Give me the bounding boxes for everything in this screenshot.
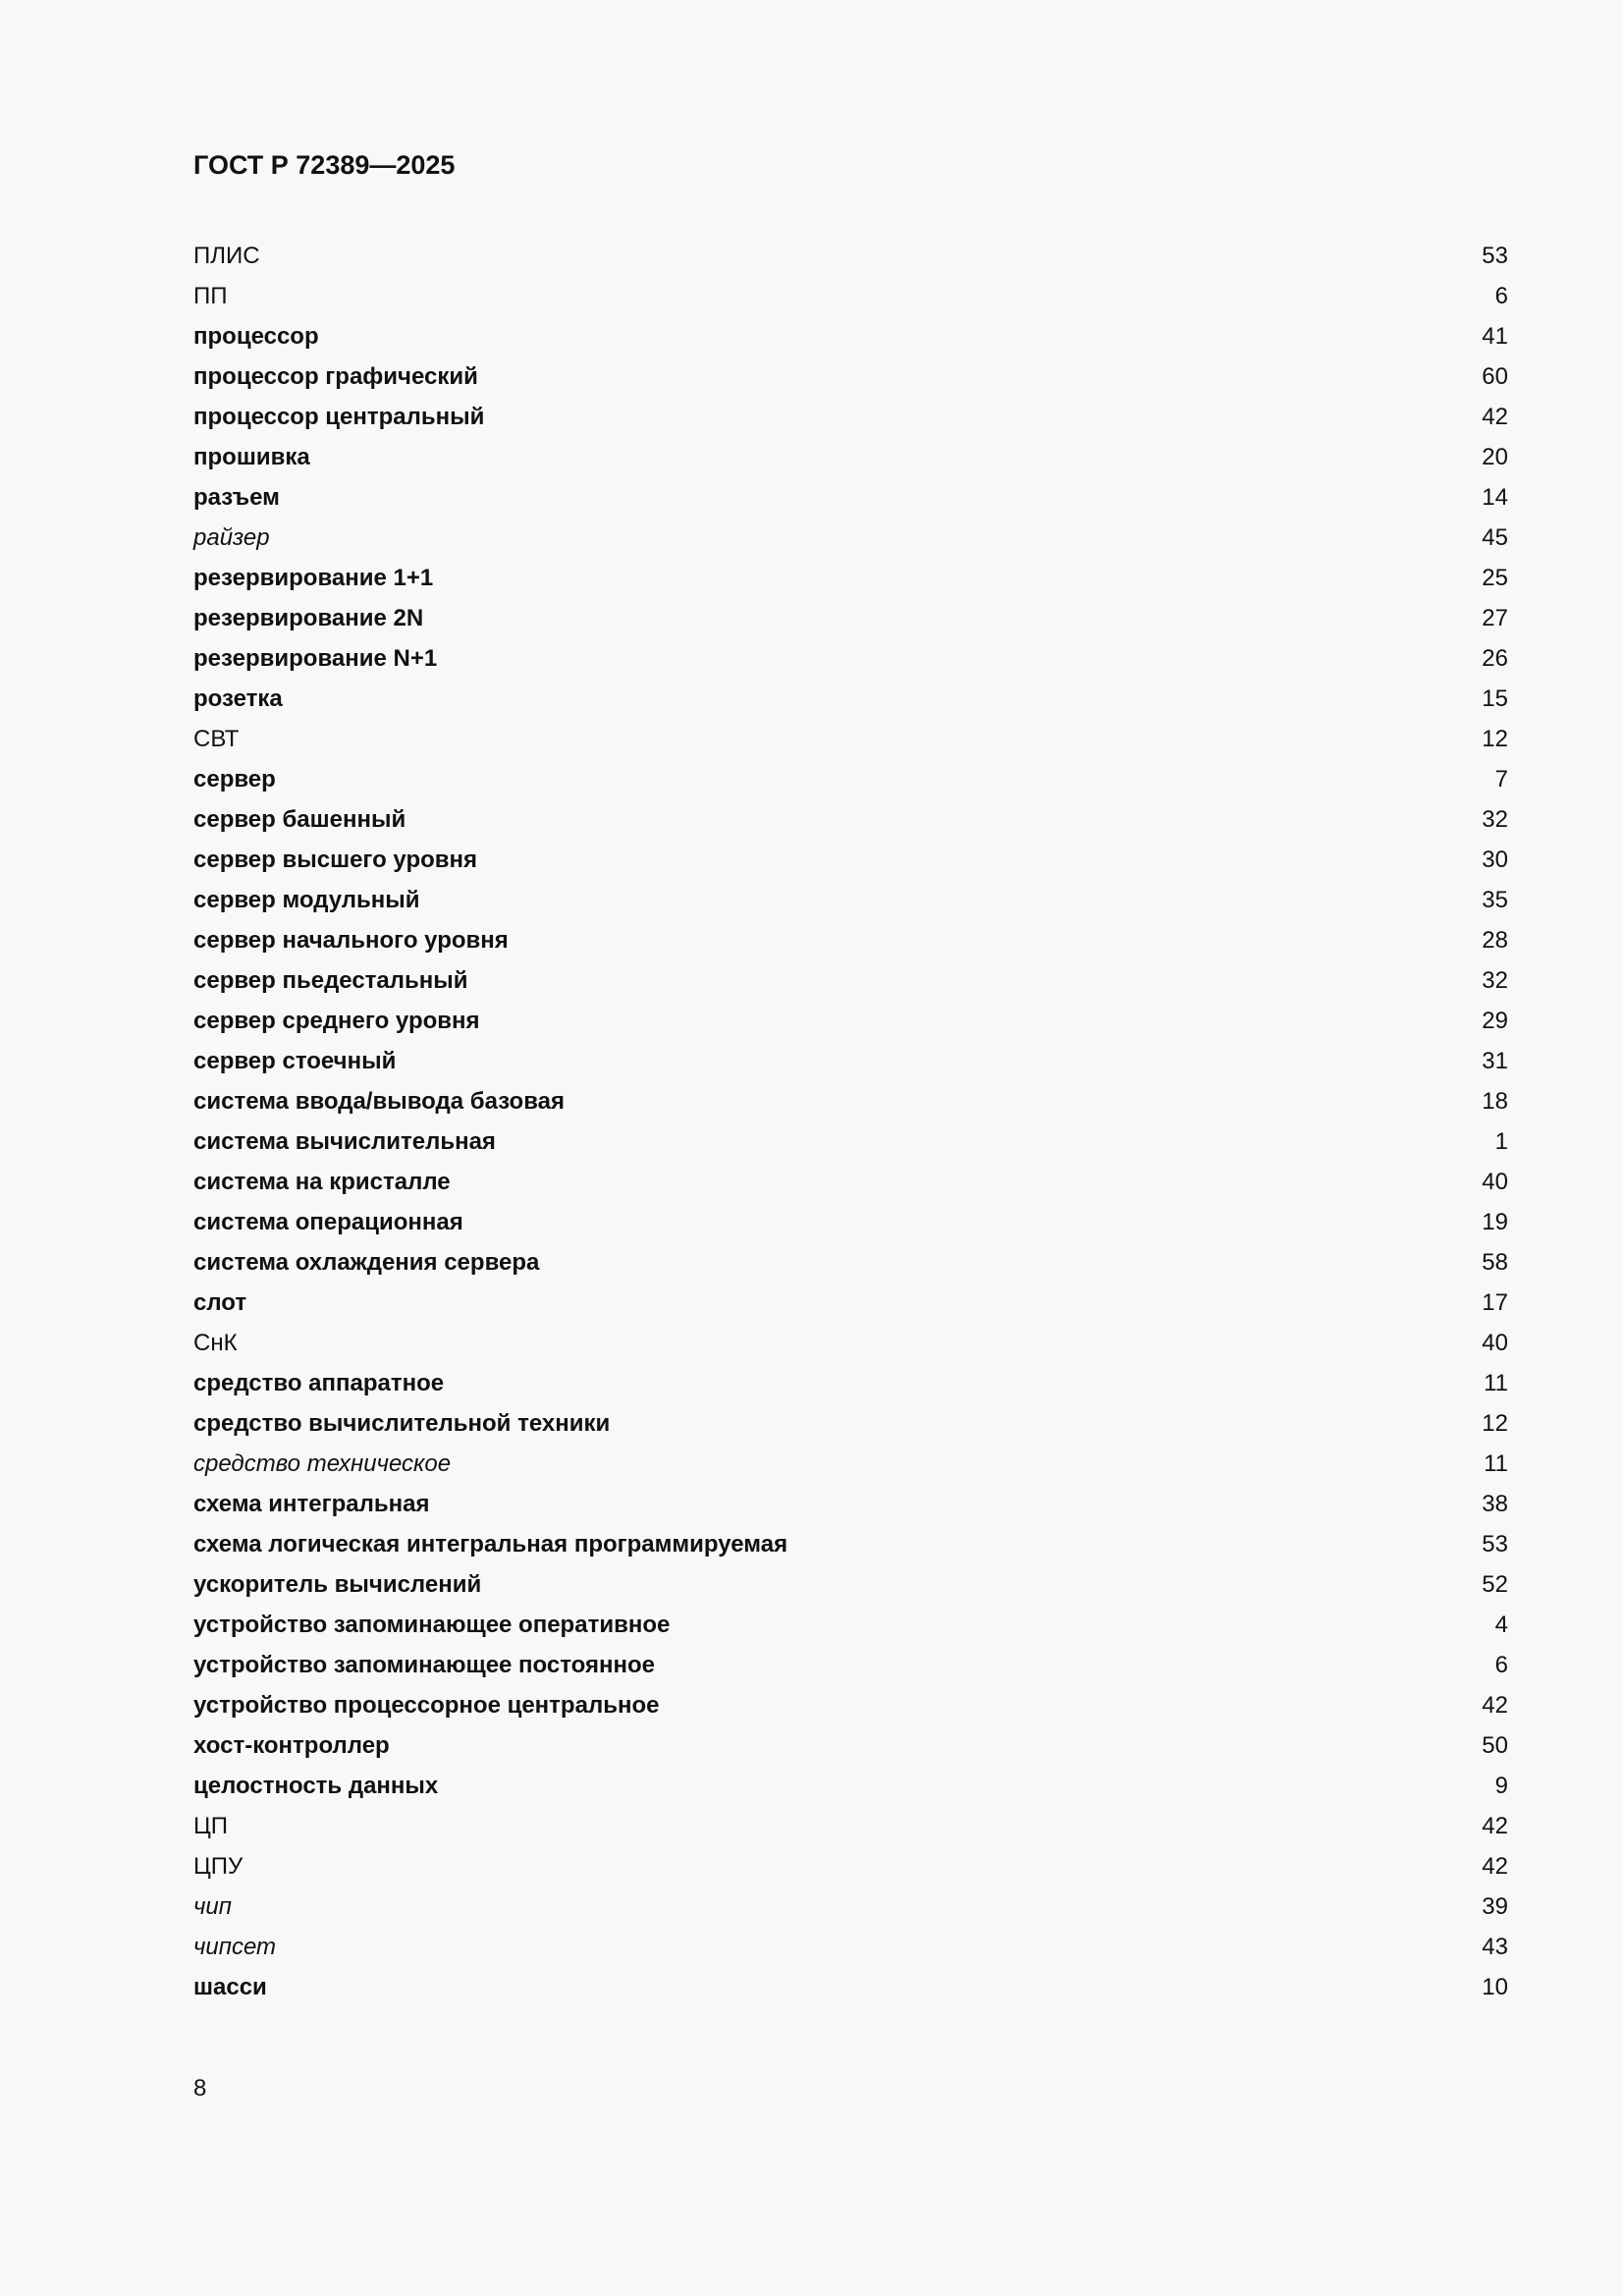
index-term: СнК [193,1330,238,1356]
index-page-ref: 14 [1482,484,1508,511]
index-term: сервер [193,766,276,793]
index-term: сервер начального уровня [193,927,509,954]
index-page-ref: 53 [1482,1531,1508,1558]
index-term: процессор [193,323,319,350]
document-code: ГОСТ Р 72389—2025 [193,150,456,180]
index-entry [193,1685,1508,1725]
page-number: 8 [193,2075,207,2102]
index-entry [193,1846,1508,1886]
index-page-ref: 12 [1482,1410,1508,1437]
index-term: сервер стоечный [193,1048,397,1074]
index-term: устройство запоминающее оперативное [193,1612,671,1638]
index-term: резервирование 1+1 [193,565,434,591]
index-page-ref: 1 [1494,1128,1508,1155]
index-page-ref: 58 [1482,1249,1508,1276]
index-entry [193,960,1508,1001]
index-entry [193,1041,1508,1081]
index-page-ref: 42 [1482,1813,1508,1839]
index-entry [193,477,1508,518]
index-term: схема логическая интегральная программируемая [193,1531,788,1558]
index-page-ref: 27 [1482,605,1508,631]
index-entry [193,558,1508,598]
index-page-ref: 11 [1484,1450,1508,1477]
index-page-ref: 39 [1482,1893,1508,1920]
index-entry [193,1242,1508,1283]
index-entry [193,518,1508,558]
index-term: разъем [193,484,280,511]
index-entry [193,1645,1508,1685]
index-page-ref: 19 [1482,1209,1508,1235]
index-page-ref: 45 [1482,524,1508,551]
index-term: сервер модульный [193,887,420,913]
index-term: ПЛИС [193,243,260,269]
index-page-ref: 30 [1482,847,1508,873]
index-entry [193,840,1508,880]
index-term: ЦП [193,1813,229,1839]
index-term: резервирование N+1 [193,645,438,672]
index-term: шасси [193,1974,267,2000]
index-term: схема интегральная [193,1491,430,1517]
index-term: средство вычислительной техники [193,1410,611,1437]
index-entry [193,1725,1508,1766]
index-entry [193,880,1508,920]
index-entry [193,397,1508,437]
index-term: устройство процессорное центральное [193,1692,660,1719]
index-entry [193,437,1508,477]
index-page-ref: 42 [1482,1853,1508,1880]
index-page-ref: 53 [1482,243,1508,269]
index-page-ref: 10 [1482,1974,1508,2000]
index-page-ref: 38 [1482,1491,1508,1517]
index-entry [193,1927,1508,1967]
index-page-ref: 7 [1494,766,1508,793]
index-term: ПП [193,283,228,309]
index-term: слот [193,1289,247,1316]
index-term: сервер пьедестальный [193,967,468,994]
index-term: чипсет [193,1934,277,1960]
index-entry [193,1886,1508,1927]
index-entry [193,316,1508,356]
index-entry [193,1967,1508,2007]
index-entry [193,1121,1508,1162]
index-page-ref: 42 [1482,1692,1508,1719]
index-entry [193,1363,1508,1403]
index-term: система охлаждения сервера [193,1249,540,1276]
index-page-ref: 20 [1482,444,1508,470]
index-entry [193,799,1508,840]
index-page-ref: 60 [1482,363,1508,390]
index-page-ref: 32 [1482,967,1508,994]
index-term: ЦПУ [193,1853,243,1880]
index-term: процессор центральный [193,404,485,430]
index-term: средство аппаратное [193,1370,445,1396]
index-entry [193,598,1508,638]
index-entry [193,719,1508,759]
index-entry [193,1605,1508,1645]
index-entry [193,1444,1508,1484]
index-page-ref: 42 [1482,404,1508,430]
index-term: СВТ [193,726,240,752]
index-entry [193,236,1508,276]
index-term: средство техническое [193,1450,452,1477]
index-page-ref: 41 [1482,323,1508,350]
index-entry [193,1564,1508,1605]
index-page-ref: 15 [1482,685,1508,712]
index-term: сервер башенный [193,806,406,833]
index-term: система операционная [193,1209,463,1235]
index-page-ref: 50 [1482,1732,1508,1759]
index-entry [193,1524,1508,1564]
index-entry [193,1806,1508,1846]
index-term: прошивка [193,444,310,470]
index-term: резервирование 2N [193,605,424,631]
index-entry [193,1001,1508,1041]
index-page-ref: 6 [1494,283,1508,309]
index-page-ref: 29 [1482,1008,1508,1034]
index-term: ускоритель вычислений [193,1571,482,1598]
index-term: розетка [193,685,283,712]
index-entry [193,276,1508,316]
alphabetical-index [193,236,1508,2007]
index-page-ref: 4 [1494,1612,1508,1638]
index-page-ref: 25 [1482,565,1508,591]
index-page-ref: 17 [1482,1289,1508,1316]
index-entry [193,1323,1508,1363]
index-page-ref: 52 [1482,1571,1508,1598]
index-page-ref: 40 [1482,1169,1508,1195]
index-entry [193,1484,1508,1524]
index-page-ref: 31 [1482,1048,1508,1074]
index-page-ref: 35 [1482,887,1508,913]
index-term: система ввода/вывода базовая [193,1088,565,1115]
index-entry [193,1202,1508,1242]
index-entry [193,356,1508,397]
index-entry [193,1081,1508,1121]
index-term: хост-контроллер [193,1732,390,1759]
index-page-ref: 26 [1482,645,1508,672]
index-page-ref: 18 [1482,1088,1508,1115]
index-page-ref: 28 [1482,927,1508,954]
index-term: процессор графический [193,363,478,390]
index-entry [193,759,1508,799]
index-entry [193,1162,1508,1202]
index-page-ref: 12 [1482,726,1508,752]
index-term: система вычислительная [193,1128,496,1155]
index-page-ref: 6 [1494,1652,1508,1678]
index-entry [193,638,1508,679]
index-term: сервер высшего уровня [193,847,478,873]
index-term: система на кристалле [193,1169,451,1195]
index-page-ref: 32 [1482,806,1508,833]
index-page-ref: 43 [1482,1934,1508,1960]
index-entry [193,1403,1508,1444]
index-page-ref: 11 [1484,1370,1508,1396]
index-term: целостность данных [193,1773,439,1799]
index-entry [193,679,1508,719]
index-entry [193,1283,1508,1323]
index-entry [193,920,1508,960]
index-term: чип [193,1893,232,1920]
index-page-ref: 40 [1482,1330,1508,1356]
index-term: сервер среднего уровня [193,1008,480,1034]
index-term: устройство запоминающее постоянное [193,1652,656,1678]
index-entry [193,1766,1508,1806]
index-term: райзер [193,524,270,551]
index-page-ref: 9 [1494,1773,1508,1799]
